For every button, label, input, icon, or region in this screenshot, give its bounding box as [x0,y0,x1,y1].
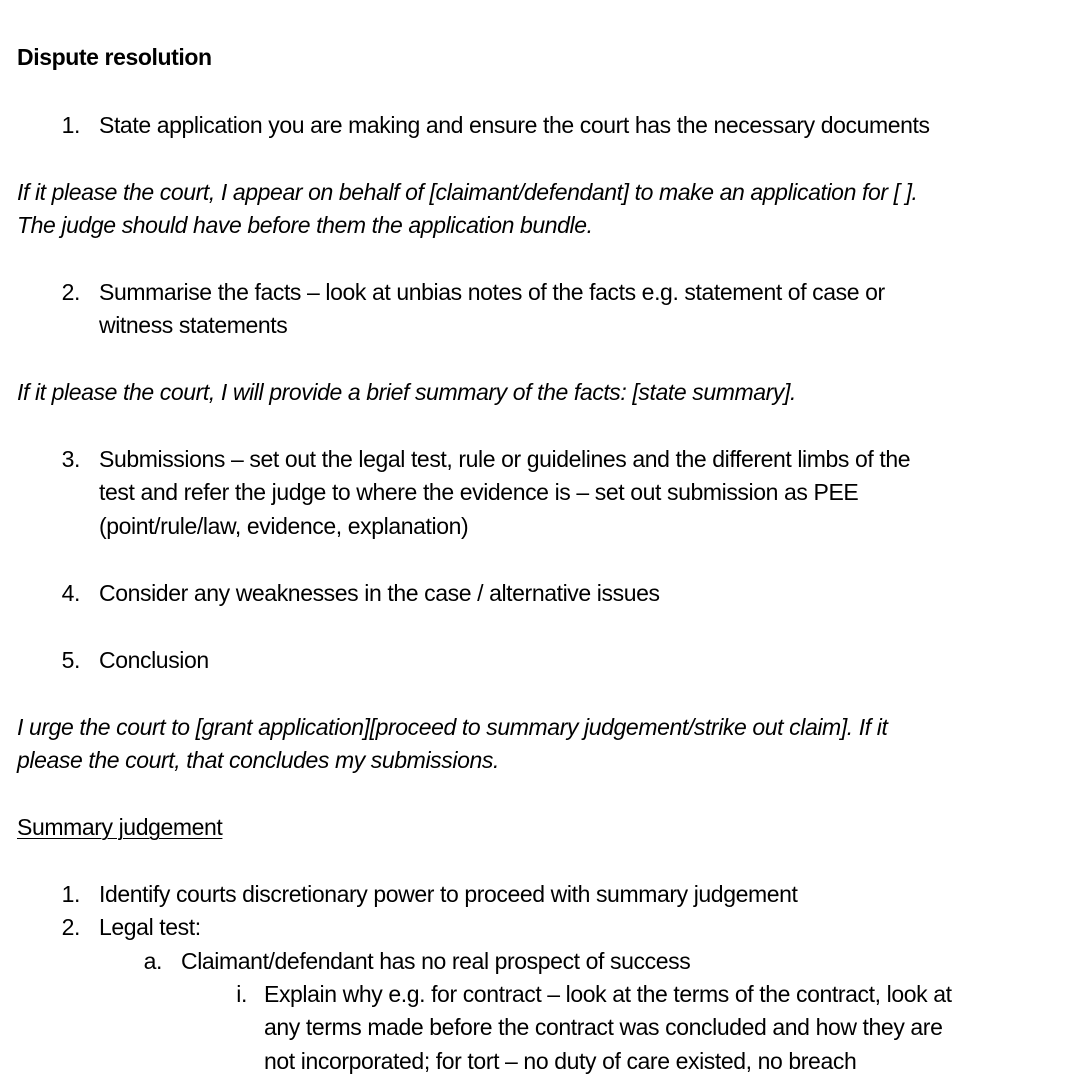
list-item: Legal test: [99,914,201,940]
step-text: witness statements [99,312,288,338]
step-number: 3. [61,446,80,472]
sublist-letter: a. [143,948,162,974]
sublist-item: Claimant/defendant has no real prospect of success [181,948,691,974]
list-item: Identify courts discretionary power to proceed with summary judgement [99,881,798,907]
script-opening-line: If it please the court, I appear on behalf of [claimant/defendant] to make an application for [ ]. [17,179,918,205]
step-number: 4. [61,580,80,606]
subsublist-numeral: i. [236,981,247,1007]
step-number: 5. [61,647,80,673]
step-text: (point/rule/law, evidence, explanation) [99,513,469,539]
script-opening-line: The judge should have before them the application bundle. [17,212,593,238]
step-text: Summarise the facts – look at unbias notes of the facts e.g. statement of case or [99,279,885,305]
subsublist-item: not incorporated; for tort – no duty of care existed, no breach [264,1048,857,1074]
list-number: 2. [61,914,80,940]
step-text: test and refer the judge to where the evidence is – set out submission as PEE [99,479,859,505]
step-number: 2. [61,279,80,305]
step-number: 1. [61,112,80,138]
script-facts-line: If it please the court, I will provide a brief summary of the facts: [state summary]. [17,379,796,405]
step-text: Consider any weaknesses in the case / alternative issues [99,580,660,606]
step-text: Conclusion [99,647,209,673]
section-heading-summary-judgement: Summary judgement [17,814,223,840]
script-closing-line: please the court, that concludes my submissions. [17,747,499,773]
list-number: 1. [61,881,80,907]
subsublist-item: Explain why e.g. for contract – look at the terms of the contract, look at [264,981,952,1007]
step-text: Submissions – set out the legal test, rule or guidelines and the different limbs of the [99,446,911,472]
subsublist-item: any terms made before the contract was concluded and how they are [264,1014,943,1040]
step-text: State application you are making and ensure the court has the necessary documents [99,112,930,138]
script-closing-line: I urge the court to [grant application][proceed to summary judgement/strike out claim]. If it [17,714,888,740]
section-heading-dispute-resolution: Dispute resolution [17,44,212,70]
